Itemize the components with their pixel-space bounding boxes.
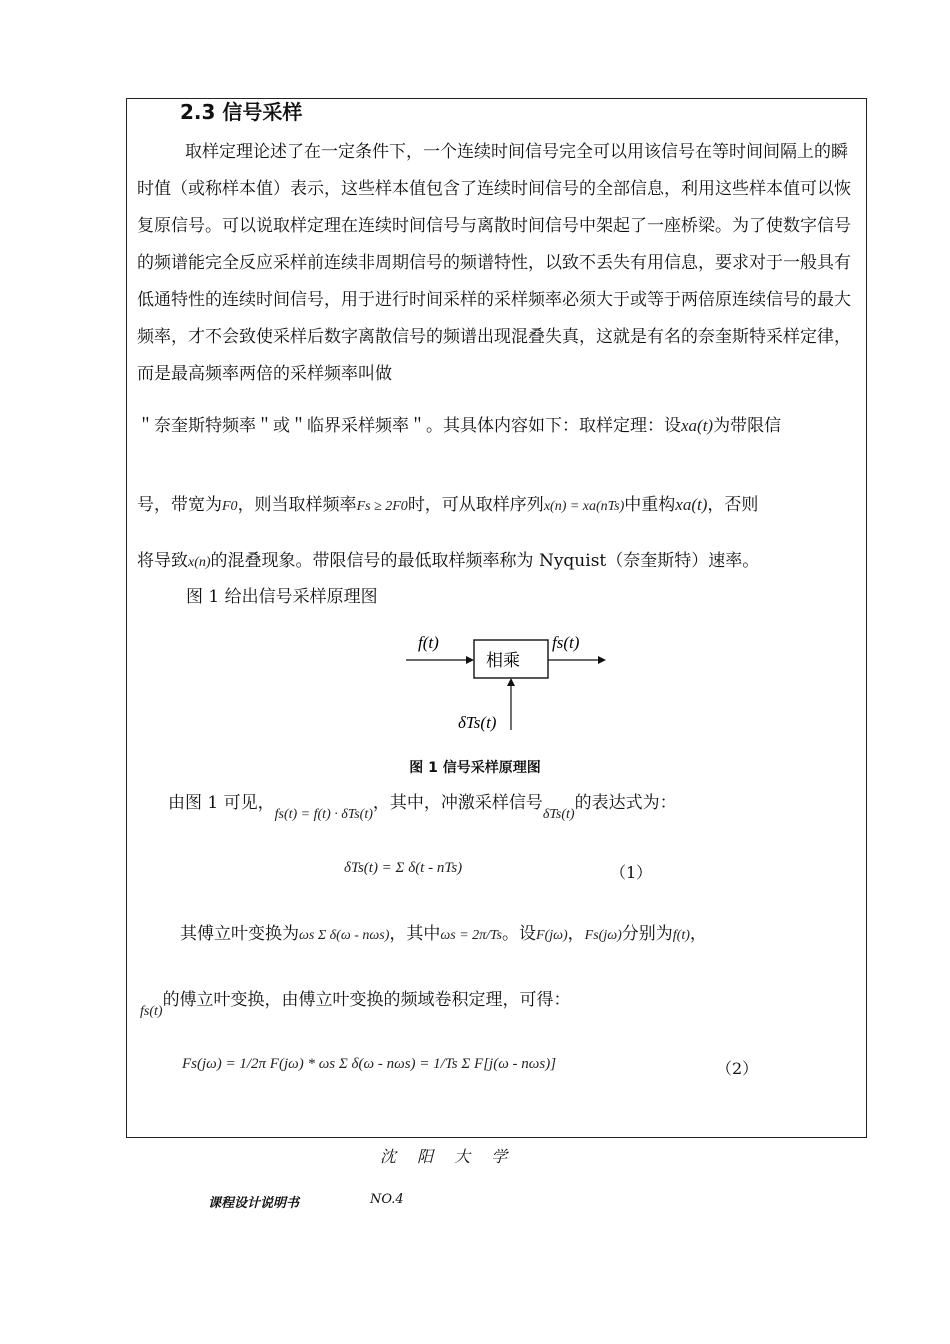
text-segment: 中重构: [624, 495, 676, 515]
text-segment: ，则当取样频率: [237, 495, 357, 515]
section-heading: 2.3 信号采样: [180, 100, 303, 124]
text-segment: 。设: [502, 924, 537, 944]
text-line: [140, 988, 571, 1019]
text-segment: ，其中，冲激采样信号: [372, 793, 543, 813]
text-segment: 的混叠现象。带限信号的最低取样频率称为 Nyquist（奈奎斯特）速率。: [210, 551, 760, 571]
sampling-diagram: [400, 620, 620, 740]
math-Fs-jw: Fs(jω): [584, 928, 622, 943]
text-line: [168, 791, 677, 822]
text-segment: 为带限信: [713, 416, 782, 436]
text-segment: 号，带宽为: [137, 495, 222, 515]
text-line: [137, 493, 758, 519]
text-segment: 的表达式为：: [574, 793, 677, 813]
input-signal-label: f(t): [418, 633, 439, 652]
math-delta-ts: δTs(t): [542, 807, 575, 822]
text-segment: ，: [567, 924, 585, 944]
text-line: [137, 549, 759, 575]
math-fs-t: fs(t): [140, 1004, 163, 1019]
math-fs-condition: Fs ≥ 2F0: [356, 499, 408, 514]
text-segment: 其傅立叶变换为: [180, 924, 299, 944]
text-segment: ，其中: [389, 924, 441, 944]
math-xn: x(n): [188, 555, 211, 570]
footer-doc-title: 课程设计说明书: [208, 1196, 300, 1211]
math-impulse-spectrum: ωs Σ δ(ω - nωs): [299, 928, 390, 943]
multiplier-label: 相乘: [486, 651, 520, 671]
math-F-jw: F(jω): [536, 928, 568, 943]
output-arrowhead: [598, 656, 606, 664]
impulse-signal-label: δTs(t): [458, 713, 497, 732]
text-segment: 的傅立叶变换，由傅立叶变换的频域卷积定理，可得：: [162, 990, 571, 1010]
text-segment: ＂奈奎斯特频率＂或＂临界采样频率＂。其具体内容如下：取样定理：设: [137, 416, 681, 436]
equation-1: δTs(t) = Σ δ(t - nTs): [344, 860, 463, 876]
math-f0: F0: [222, 499, 238, 514]
figure-caption: 图 1 信号采样原理图: [409, 760, 541, 776]
text-segment: 分别为: [621, 924, 673, 944]
text-segment: ，: [689, 924, 707, 944]
equation-2-number: （2）: [716, 1059, 759, 1078]
impulse-arrowhead: [507, 678, 515, 686]
math-omega-s: ωs = 2π/Ts: [440, 928, 503, 943]
text-segment: 将导致: [137, 551, 188, 571]
equation-2: Fs(jω) = 1/2π F(jω) * ωs Σ δ(ω - nωs) = 1/Ts Σ F[j(ω - nωs)]: [182, 1056, 557, 1072]
footer-university: 沈 阳 大 学: [380, 1147, 516, 1166]
text-segment: ，否则: [707, 495, 759, 515]
input-arrowhead: [466, 656, 474, 664]
equation-1-number: （1）: [610, 863, 653, 882]
text-line: [137, 414, 781, 438]
text-line: [180, 922, 707, 948]
text-segment: 由图 1 可见，: [168, 793, 275, 813]
math-fs-product: fs(t) = f(t) · δTs(t): [274, 807, 373, 822]
output-signal-label: fs(t): [552, 633, 580, 652]
footer-page-number: NO.4: [370, 1192, 404, 1207]
paragraph-sampling-theorem: 取样定理论述了在一定条件下，一个连续时间信号完全可以用该信号在等时间间隔上的瞬时值（或称样本值）表示，这些样本值包含了连续时间信号的全部信息，利用这些样本值可以恢复原信号。可以说取样定理在连续时间信号与离散时间信号中架起了一座桥梁。为了使数字信号的频谱能完全反应采样前连续非周期信号的频谱特性，以致不丢失有用信息，要求对于一般具有低通特性的连续时间信号，用于进行时间采样的采样频率必须大于或等于两倍原连续信号的最大频率，才不会致使采样后数字离散信号的频谱出现混叠失真，这就是有名的奈奎斯特采样定律，而是最高频率两倍的采样频率叫做: [137, 142, 851, 384]
figure-intro: 图 1 给出信号采样原理图: [186, 587, 378, 607]
math-f-t: f(t): [672, 928, 690, 943]
math-xa: xa(t): [681, 416, 714, 435]
math-sequence: x(n) = xa(nTs): [543, 499, 625, 514]
math-xa: xa(t): [675, 495, 708, 514]
text-segment: 时，可从取样序列: [407, 495, 544, 515]
